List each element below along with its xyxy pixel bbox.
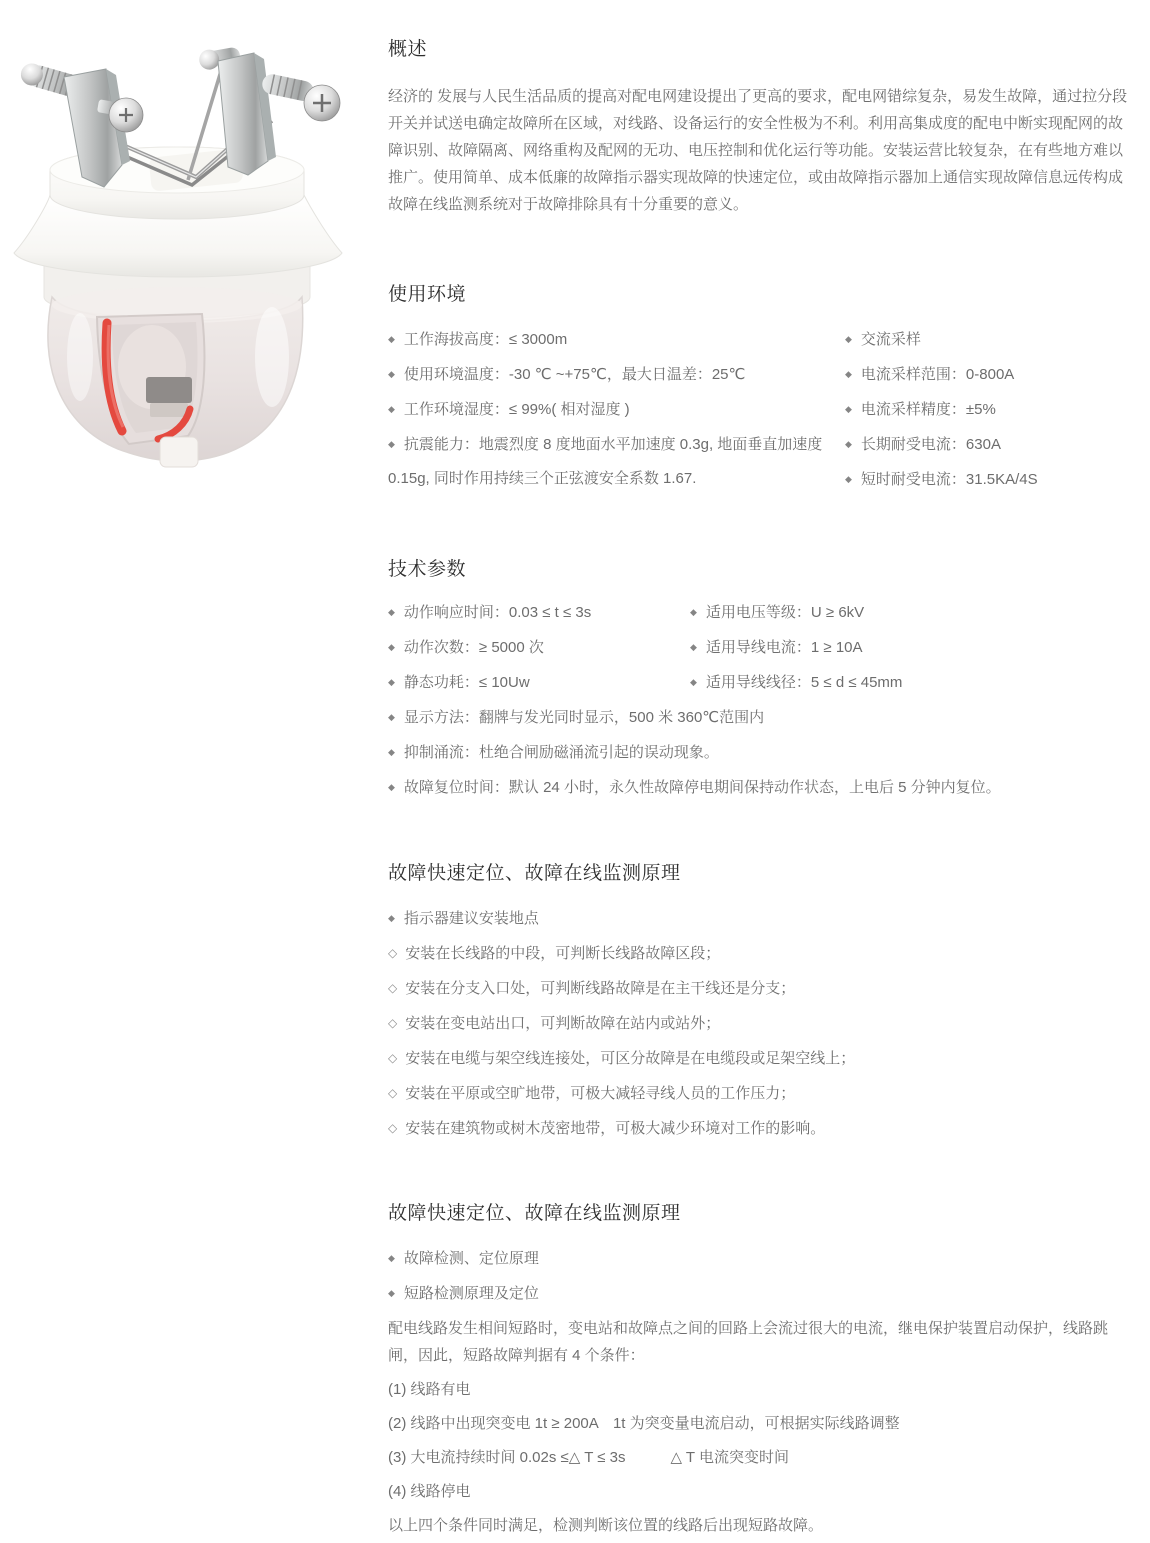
principle-numbered-list [388,1373,1136,1509]
list-item-text: 抑制涌流：杜绝合闸励磁涌流引起的误动现象。 [403,744,719,761]
diamond-bullet-icon: ◆ [388,334,395,344]
list-item-text: 短时耐受电流：31.5KA/4S [860,471,1038,488]
diamond-bullet-icon: ◆ [388,1288,395,1298]
diamond-bullet-icon: ◆ [388,607,395,617]
list-item-text: 使用环境温度：-30 ℃ ~+75℃，最大日温差：25℃ [403,366,746,383]
principle-condition-item: (4) 线路停电 [388,1483,471,1500]
diamond-bullet-icon: ◆ [388,913,395,923]
diamond-bullet-icon: ◆ [690,642,697,652]
fault-indicator-illustration [0,25,380,475]
environment-item [845,392,1136,427]
list-item-text: 长期耐受电流：630A [860,436,1001,453]
install-sub-item [388,1111,1136,1146]
hollow-diamond-bullet-icon: ◇ [388,1016,398,1030]
list-item-text: 故障复位时间：默认 24 小时，永久性故障停电期间保持动作状态，上电后 5 分钟内复位。 [403,779,1001,796]
list-item-text: 安装在分支入口处，可判断线路故障是在主干线还是分支； [405,980,796,997]
diamond-bullet-icon: ◆ [845,369,852,379]
hollow-diamond-bullet-icon: ◇ [388,981,398,995]
list-item-text: 工作海拔高度：≤ 3000m [403,331,568,348]
hollow-diamond-bullet-icon: ◇ [388,1121,398,1135]
flag-mechanism-block [146,377,192,403]
principle-condition-item: (1) 线路有电 [388,1381,471,1398]
tech-item [388,665,690,700]
environment-item [845,462,1136,497]
list-item-text: 动作响应时间：0.03 ≤ t ≤ 3s [403,604,592,621]
environment-item [845,322,1136,357]
environment-item [388,357,835,392]
install-lead-list [388,901,1136,936]
principle-condition-item: (2) 线路中出现突变电 1t ≥ 200A 1t 为突变量电流启动，可根据实际线路调整 [388,1415,900,1432]
content-column [388,0,1150,1543]
diamond-bullet-icon: ◆ [388,712,395,722]
list-item-text: 安装在长线路的中段，可判断长线路故障区段； [405,945,721,962]
diamond-bullet-icon: ◆ [388,369,395,379]
diamond-bullet-icon: ◆ [845,334,852,344]
diamond-bullet-icon: ◆ [388,782,395,792]
environment-item [845,427,1136,462]
diamond-bullet-icon: ◆ [845,439,852,449]
install-lead-item [388,901,1136,936]
tech-item [388,735,1136,770]
list-item-text: 适用电压等级：U ≥ 6kV [705,604,865,621]
install-sub-item [388,971,1136,1006]
tech-title: 技术参数 [388,559,467,580]
environment-right-list [845,322,1136,497]
list-item-text: 电流采样范围：0-800A [860,366,1015,383]
hollow-diamond-bullet-icon: ◇ [388,1051,398,1065]
product-column [0,0,388,1543]
list-item-text: 安装在建筑物或树木茂密地带，可极大减少环境对工作的影响。 [405,1120,826,1137]
tech-item [388,630,690,665]
list-item-text: 适用导线电流：1 ≥ 10A [705,639,863,656]
list-item-text: 动作次数：≥ 5000 次 [403,639,544,656]
diamond-bullet-icon: ◆ [388,747,395,757]
principle-title: 故障快速定位、故障在线监测原理 [388,1203,681,1224]
list-item-text: 故障检测、定位原理 [403,1250,539,1267]
environment-lists [388,322,1136,497]
principle-lead-item [388,1241,1136,1276]
environment-item [388,322,835,357]
list-item-text: 显示方法：翻牌与发光同时显示，500 米 360℃范围内 [403,709,765,726]
hollow-diamond-bullet-icon: ◇ [388,946,398,960]
diamond-bullet-icon: ◆ [388,404,395,414]
install-sub-item [388,936,1136,971]
tech-right-list [690,595,1136,700]
environment-item [388,392,835,427]
section-detection-principle [388,1201,1136,1543]
principle-closing: 以上四个条件同时满足，检测判断该位置的线路后出现短路故障。 [388,1517,824,1534]
diamond-bullet-icon: ◆ [690,607,697,617]
diamond-bullet-icon: ◆ [388,677,395,687]
list-item-text: 短路检测原理及定位 [403,1285,539,1302]
list-item-text: 交流采样 [860,331,921,348]
list-item-text: 适用导线线径：5 ≤ d ≤ 45mm [705,674,903,691]
diamond-bullet-icon: ◆ [690,677,697,687]
section-install-locations [388,861,1136,1146]
principle-lead-item [388,1276,1136,1311]
list-item-text: 安装在变电站出口，可判断故障在站内或站外； [405,1015,721,1032]
environment-item [845,357,1136,392]
diamond-bullet-icon: ◆ [388,1253,395,1263]
dome-bottom-tab [160,437,198,467]
diamond-bullet-icon: ◆ [845,474,852,484]
tech-item [388,700,1136,735]
tech-item [388,595,690,630]
principle-condition-item: (3) 大电流持续时间 0.02s ≤△ T ≤ 3s △ T 电流突变时间 [388,1449,789,1466]
tech-left-list [388,595,690,700]
list-item-text: 工作环境湿度：≤ 99%( 相对湿度 ) [403,401,630,418]
environment-item [388,427,835,496]
tech-item [690,665,1136,700]
list-item-text: 安装在电缆与架空线连接处，可区分故障是在电缆段或足架空线上； [405,1050,856,1067]
install-sub-item [388,1041,1136,1076]
product-photo [0,25,380,480]
diamond-bullet-icon: ◆ [388,439,395,449]
install-sub-item [388,1006,1136,1041]
list-item-text: 电流采样精度：±5% [860,401,996,418]
environment-title: 使用环境 [388,284,467,305]
overview-title: 概述 [388,39,428,60]
list-item-text: 安装在平原或空旷地带，可极大减轻寻线人员的工作压力； [405,1085,796,1102]
list-item-text: 静态功耗：≤ 10Uw [403,674,530,691]
diamond-bullet-icon: ◆ [845,404,852,414]
principle-paragraph: 配电线路发生相间短路时，变电站和故障点之间的回路上会流过很大的电流，继电保护装置启动保护，线路跳闸，因此，短路故障判据有 4 个条件： [388,1320,1109,1364]
list-item-text: 抗震能力：地震烈度 8 度地面水平加速度 0.3g, 地面垂直加速度 0.15g, 同时作用持续三个正弦渡安全系数 1.67. [388,436,823,487]
tech-lists [388,595,1136,700]
principle-lead-list [388,1241,1136,1311]
diamond-bullet-icon: ◆ [388,642,395,652]
overview-paragraph: 经济的 发展与人民生活品质的提高对配电网建设提出了更高的要求，配电网错综复杂，易发生故障，通过拉分段开关并试送电确定故障所在区域，对线路、设备运行的安全性极为不利。利用高集成度的配电中断实现配网的故障识别、故障隔离、网络重构及配网的无功、电压控制和优化运行等功能。安装运营比较复杂，在有些地方难以推广。使用简单、成本低廉的故障指示器实现故障的快速定位，或由故障指示器加上通信实现故障信息远传构成故障在线监测系统对于故障排除具有十分重要的意义。 [388,88,1128,213]
install-sub-list [388,936,1136,1146]
hollow-diamond-bullet-icon: ◇ [388,1086,398,1100]
section-environment [388,282,1136,497]
tech-item [388,770,1136,805]
list-item-text: 指示器建议安装地点 [403,910,539,927]
tech-full-list [388,700,1136,805]
tech-item [690,595,1136,630]
install-title: 故障快速定位、故障在线监测原理 [388,863,681,884]
install-sub-item [388,1076,1136,1111]
section-tech [388,557,1136,805]
section-overview [388,37,1136,218]
tech-item [690,630,1136,665]
environment-left-list [388,322,845,497]
